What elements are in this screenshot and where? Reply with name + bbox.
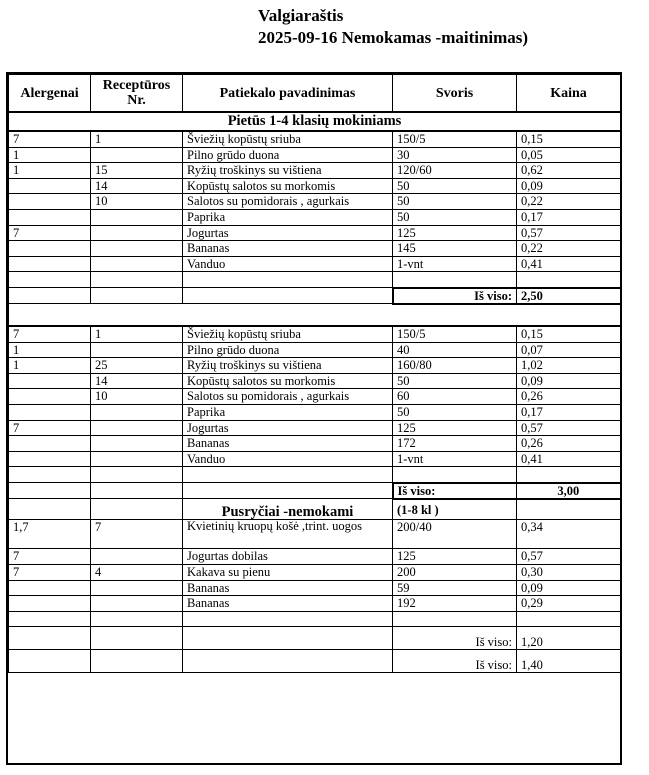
table-row [9, 304, 621, 326]
cell-price: 1,02 [517, 358, 621, 374]
cell-price: 0,30 [517, 564, 621, 580]
table-row [9, 499, 621, 520]
cell-dish: Jogurtas [183, 420, 393, 436]
cell-dish: Jogurtas dobilas [183, 549, 393, 565]
table-row [9, 358, 621, 374]
cell-allergens: 7 [9, 131, 91, 147]
total-value: 2,50 [517, 288, 621, 304]
cell-price: 0,09 [517, 178, 621, 194]
table-row [9, 520, 621, 549]
table-row [9, 549, 621, 565]
cell-allergens [9, 436, 91, 452]
cell-dish: Kakava su pienu [183, 564, 393, 580]
cell-allergens [9, 272, 91, 288]
table-row [9, 389, 621, 405]
cell-allergens [9, 451, 91, 467]
cell-allergens: 7 [9, 225, 91, 241]
cell-price: 0,17 [517, 404, 621, 420]
table-row [9, 326, 621, 342]
cell-recipe [91, 420, 183, 436]
cell-dish: Salotos su pomidorais , agurkais [183, 389, 393, 405]
table-row [9, 373, 621, 389]
cell-dish: Bananas [183, 596, 393, 612]
cell-price: 0,62 [517, 163, 621, 179]
cell-dish [183, 467, 393, 483]
cell-recipe: 4 [91, 564, 183, 580]
cell-recipe [91, 256, 183, 272]
table-row [9, 596, 621, 612]
cell-dish: Bananas [183, 241, 393, 257]
cell-dish [183, 611, 393, 627]
cell-price [517, 272, 621, 288]
table-row [9, 436, 621, 452]
cell-allergens: 7 [9, 564, 91, 580]
cell-dish: Jogurtas [183, 225, 393, 241]
cell-allergens [9, 596, 91, 612]
cell-price: 0,09 [517, 373, 621, 389]
table-row [9, 225, 621, 241]
cell-allergens: 1 [9, 163, 91, 179]
cell-allergens: 7 [9, 549, 91, 565]
cell-recipe [91, 467, 183, 483]
cell-price: 0,29 [517, 596, 621, 612]
cell-allergens [9, 389, 91, 405]
table-row [9, 564, 621, 580]
table-row [9, 147, 621, 163]
section-subtitle-breakfast: (1-8 kl ) [393, 499, 517, 520]
col-recipe: Receptūros Nr. [91, 75, 183, 113]
cell-recipe [91, 596, 183, 612]
cell-recipe [91, 549, 183, 565]
cell-allergens [9, 178, 91, 194]
cell-price: 0,22 [517, 241, 621, 257]
cell-dish: Ryžių troškinys su vištiena [183, 358, 393, 374]
cell-recipe [91, 342, 183, 358]
cell-weight: 145 [393, 241, 517, 257]
table-row [9, 131, 621, 147]
cell-recipe: 14 [91, 373, 183, 389]
cell-recipe [91, 241, 183, 257]
cell-recipe: 1 [91, 326, 183, 342]
cell-dish: Kopūstų salotos su morkomis [183, 178, 393, 194]
cell-weight: 125 [393, 549, 517, 565]
table-row [9, 209, 621, 225]
cell-weight: 120/60 [393, 163, 517, 179]
cell-weight: 192 [393, 596, 517, 612]
cell-allergens: 1 [9, 147, 91, 163]
total-value: 3,00 [517, 483, 621, 499]
col-allergens: Alergenai [9, 75, 91, 113]
cell-price: 0,22 [517, 194, 621, 210]
table-row [9, 342, 621, 358]
cell-weight: 50 [393, 178, 517, 194]
cell-dish: Paprika [183, 404, 393, 420]
cell-dish: Kopūstų salotos su morkomis [183, 373, 393, 389]
table-row [9, 272, 621, 288]
cell-recipe [91, 404, 183, 420]
table-row [9, 611, 621, 627]
table-row [9, 163, 621, 179]
table-row [9, 241, 621, 257]
cell-price: 0,41 [517, 451, 621, 467]
table-row [9, 467, 621, 483]
cell-weight: 125 [393, 420, 517, 436]
cell-price: 0,07 [517, 342, 621, 358]
cell-allergens [9, 241, 91, 257]
cell-recipe: 10 [91, 194, 183, 210]
total-value: 1,40 [517, 650, 621, 673]
cell-allergens [9, 580, 91, 596]
cell-dish: Vanduo [183, 256, 393, 272]
cell-recipe [91, 436, 183, 452]
cell-dish: Pilno grūdo duona [183, 342, 393, 358]
cell-price: 0,57 [517, 225, 621, 241]
cell-weight: 50 [393, 209, 517, 225]
cell-price: 0,05 [517, 147, 621, 163]
cell-allergens: 1 [9, 358, 91, 374]
table-row [9, 627, 621, 650]
cell-dish: Bananas [183, 436, 393, 452]
cell-recipe [91, 611, 183, 627]
cell-allergens: 7 [9, 326, 91, 342]
cell-allergens: 1,7 [9, 520, 91, 549]
col-dish: Patiekalo pavadinimas [183, 75, 393, 113]
cell-dish: Salotos su pomidorais , agurkais [183, 194, 393, 210]
table-row [9, 483, 621, 499]
cell-weight: 50 [393, 373, 517, 389]
table-row [9, 650, 621, 673]
cell-price: 0,34 [517, 520, 621, 549]
cell-price: 0,15 [517, 326, 621, 342]
cell-recipe [91, 209, 183, 225]
cell-weight: 172 [393, 436, 517, 452]
cell-allergens [9, 404, 91, 420]
cell-price: 0,15 [517, 131, 621, 147]
cell-allergens [9, 373, 91, 389]
menu-table [8, 74, 622, 673]
cell-allergens [9, 194, 91, 210]
cell-recipe: 14 [91, 178, 183, 194]
cell-allergens: 1 [9, 342, 91, 358]
cell-allergens [9, 611, 91, 627]
section-title-lunch: Pietūs 1-4 klasių mokiniams [9, 112, 621, 131]
cell-dish: Bananas [183, 580, 393, 596]
cell-recipe [91, 225, 183, 241]
cell-weight: 30 [393, 147, 517, 163]
cell-weight: 200 [393, 564, 517, 580]
cell-dish: Vanduo [183, 451, 393, 467]
cell-recipe: 25 [91, 358, 183, 374]
cell-dish: Kvietinių kruopų košė ,trint. uogos [183, 520, 393, 549]
table-row [9, 288, 621, 304]
cell-recipe: 10 [91, 389, 183, 405]
cell-price: 0,09 [517, 580, 621, 596]
cell-price: 0,26 [517, 436, 621, 452]
cell-weight: 1-vnt [393, 451, 517, 467]
cell-recipe [91, 580, 183, 596]
cell-recipe: 15 [91, 163, 183, 179]
cell-dish: Šviežių kopūstų sriuba [183, 326, 393, 342]
page-title: Valgiaraštis [258, 6, 344, 25]
cell-price: 0,26 [517, 389, 621, 405]
cell-recipe [91, 272, 183, 288]
cell-weight: 200/40 [393, 520, 517, 549]
total-label: Iš viso: [393, 627, 517, 650]
cell-weight: 150/5 [393, 326, 517, 342]
section-title-breakfast: Pusryčiai -nemokami [183, 499, 393, 520]
cell-price: 0,57 [517, 420, 621, 436]
total-label: Iš viso: [393, 288, 517, 304]
cell-price: 0,17 [517, 209, 621, 225]
cell-dish: Paprika [183, 209, 393, 225]
cell-weight: 150/5 [393, 131, 517, 147]
cell-weight: 160/80 [393, 358, 517, 374]
cell-dish [183, 272, 393, 288]
cell-weight [393, 272, 517, 288]
table-row [9, 194, 621, 210]
cell-dish: Ryžių troškinys su vištiena [183, 163, 393, 179]
table-row [9, 580, 621, 596]
cell-weight: 125 [393, 225, 517, 241]
table-row [9, 420, 621, 436]
cell-allergens [9, 467, 91, 483]
cell-allergens [9, 209, 91, 225]
cell-dish: Pilno grūdo duona [183, 147, 393, 163]
cell-price: 0,57 [517, 549, 621, 565]
total-label: Iš viso: [393, 650, 517, 673]
cell-weight: 60 [393, 389, 517, 405]
cell-weight: 1-vnt [393, 256, 517, 272]
total-value: 1,20 [517, 627, 621, 650]
menu-table-frame [6, 72, 622, 765]
cell-price [517, 467, 621, 483]
cell-allergens: 7 [9, 420, 91, 436]
cell-price: 0,41 [517, 256, 621, 272]
cell-price [517, 611, 621, 627]
cell-dish: Šviežių kopūstų sriuba [183, 131, 393, 147]
total-label: Iš viso: [393, 483, 517, 499]
cell-recipe: 7 [91, 520, 183, 549]
table-row [9, 178, 621, 194]
table-row [9, 451, 621, 467]
cell-recipe [91, 451, 183, 467]
table-row [9, 256, 621, 272]
cell-weight: 40 [393, 342, 517, 358]
table-header-row [9, 75, 621, 113]
cell-allergens [9, 256, 91, 272]
page-subtitle: 2025-09-16 Nemokamas -maitinimas) [258, 28, 529, 47]
cell-weight: 50 [393, 404, 517, 420]
cell-weight [393, 467, 517, 483]
col-price: Kaina [517, 75, 621, 113]
table-row [9, 404, 621, 420]
cell-recipe [91, 147, 183, 163]
cell-weight: 59 [393, 580, 517, 596]
cell-recipe: 1 [91, 131, 183, 147]
cell-weight: 50 [393, 194, 517, 210]
cell-weight [393, 611, 517, 627]
col-weight: Svoris [393, 75, 517, 113]
